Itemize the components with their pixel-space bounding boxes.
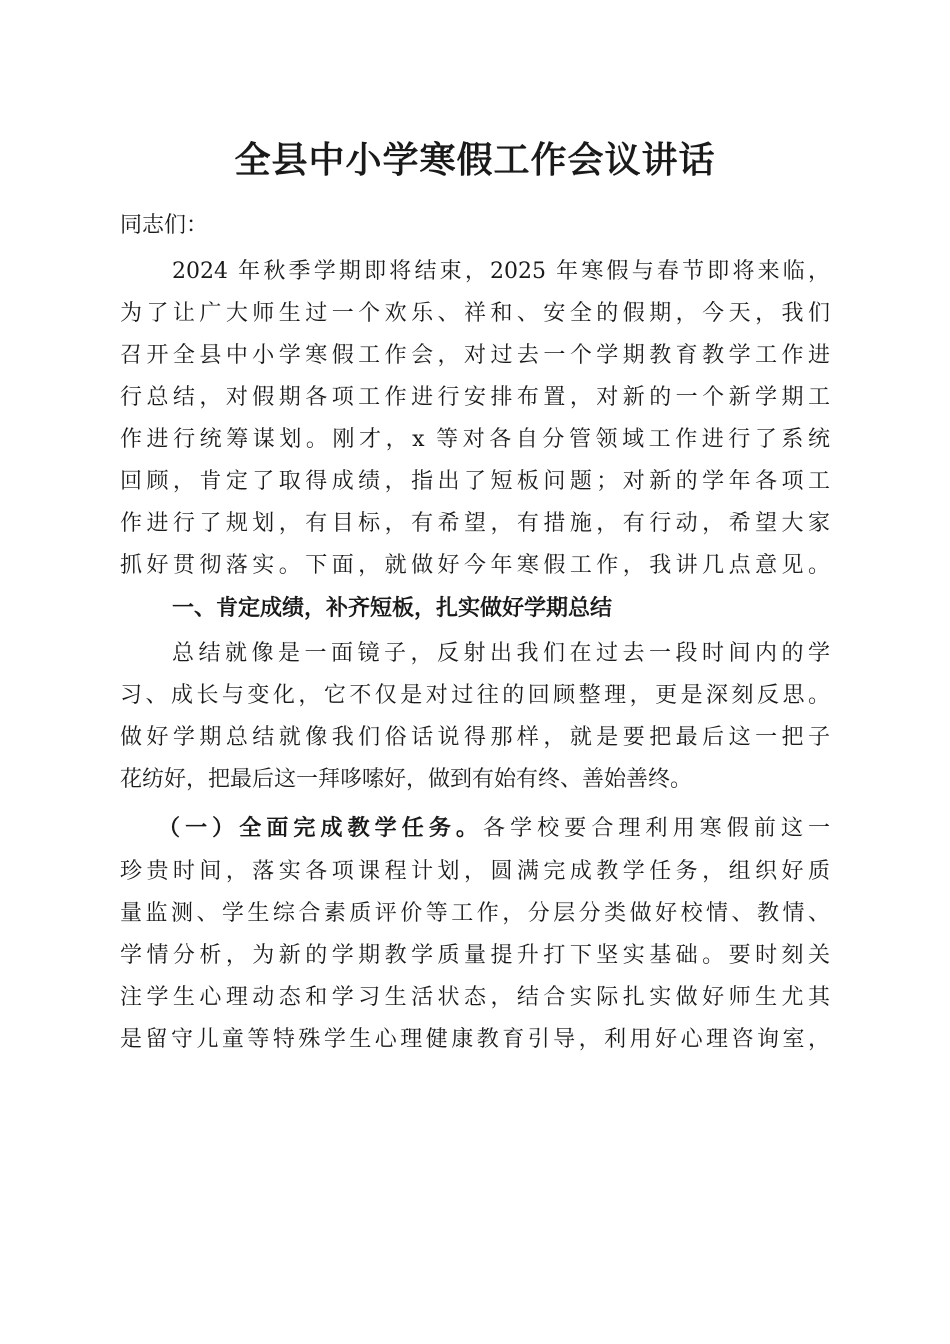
section-line: 习、成长与变化，它不仅是对过往的回顾整理，更是深刻反思。 xyxy=(120,683,830,708)
intro-line: 为了让广大师生过一个欢乐、祥和、安全的假期，今天，我们 xyxy=(120,301,830,326)
subsection-first-text: 各学校要合理利用寒假前这一 xyxy=(483,816,830,841)
document-title: 全县中小学寒假工作会议讲话 xyxy=(234,139,716,181)
intro-line: 回顾，肯定了取得成绩，指出了短板问题；对新的学年各项工 xyxy=(120,469,830,494)
intro-line: 作进行统筹谋划。刚才，x 等对各自分管领域工作进行了系统 xyxy=(120,427,830,452)
subsection-label: （一）全面完成教学任务。 xyxy=(158,815,483,841)
intro-line: 召开全县中小学寒假工作会，对过去一个学期教育教学工作进 xyxy=(120,343,830,368)
section-line: 做好学期总结就像我们俗话说得那样，就是要把最后这一把子 xyxy=(120,725,830,750)
intro-line: 作进行了规划，有目标，有希望，有措施，有行动，希望大家 xyxy=(120,511,830,536)
section-heading: 一、肯定成绩，补齐短板，扎实做好学期总结 xyxy=(172,596,613,621)
intro-line: 2024 年秋季学期即将结束，2025 年寒假与春节即将来临， xyxy=(172,259,830,284)
section-line: 总结就像是一面镜子，反射出我们在过去一段时间内的学 xyxy=(172,641,830,666)
intro-line: 抓好贯彻落实。下面，就做好今年寒假工作，我讲几点意见。 xyxy=(120,553,830,578)
subsection-line: 量监测、学生综合素质评价等工作，分层分类做好校情、教情、 xyxy=(120,901,830,926)
subsection-line: 是留守儿童等特殊学生心理健康教育引导，利用好心理咨询室， xyxy=(120,1027,830,1052)
subsection-line: 注学生心理动态和学习生活状态，结合实际扎实做好师生尤其 xyxy=(120,985,830,1010)
salutation: 同志们： xyxy=(120,213,209,238)
subsection-line: 珍贵时间，落实各项课程计划，圆满完成教学任务，组织好质 xyxy=(120,859,830,884)
subsection-line: 学情分析，为新的学期教学质量提升打下坚实基础。要时刻关 xyxy=(120,943,830,968)
intro-line: 行总结，对假期各项工作进行安排布置，对新的一个新学期工 xyxy=(120,385,830,410)
subsection-first-line xyxy=(158,812,830,845)
section-line: 花纺好，把最后这一拜哆嗦好，做到有始有终、善始善终。 xyxy=(120,767,693,792)
